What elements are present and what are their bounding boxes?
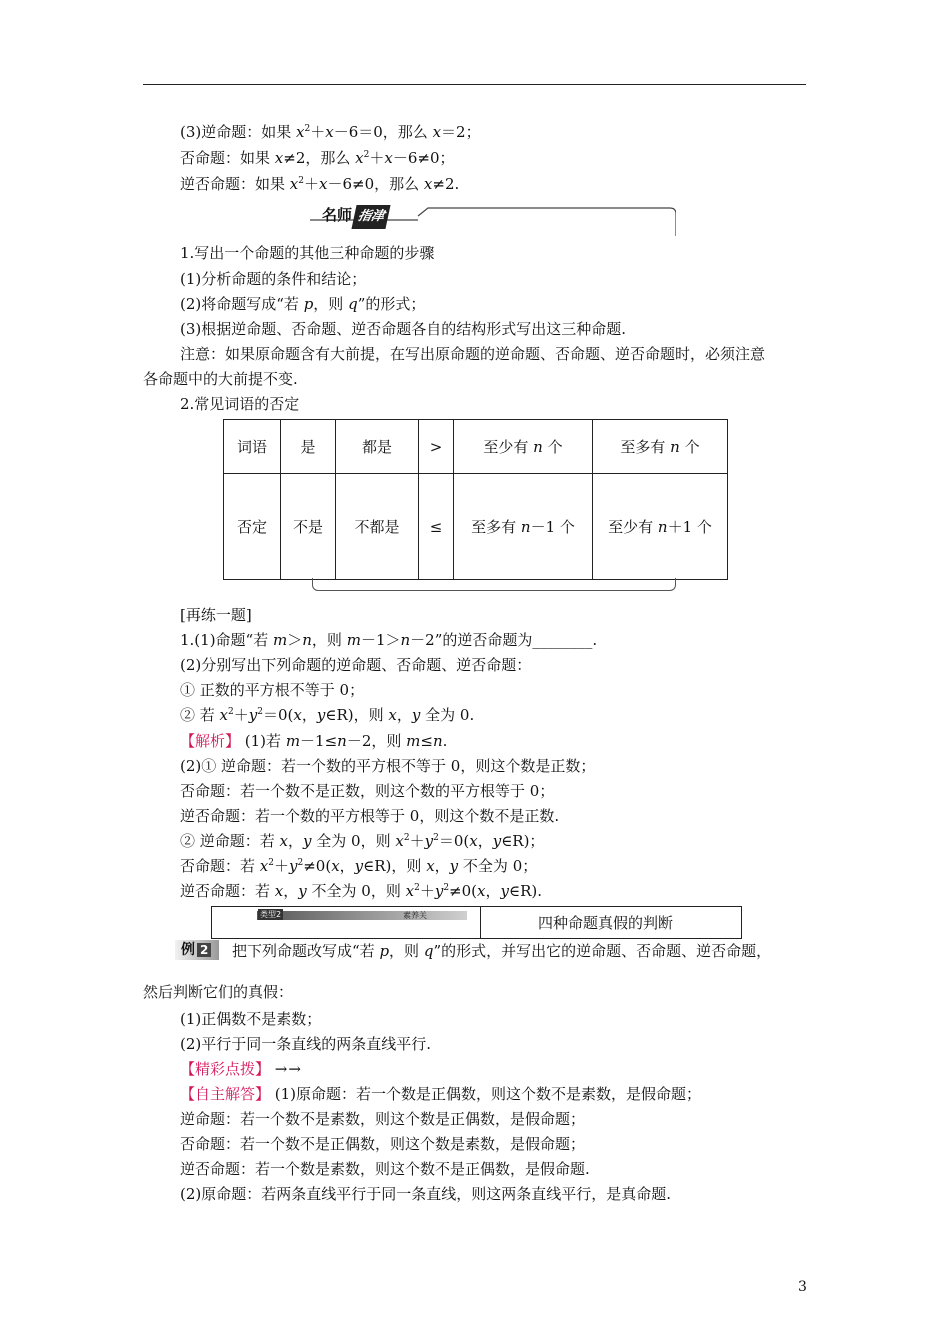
table-cell: 至多有 n－1 个 xyxy=(454,474,593,580)
tip-line: 各命题中的大前提不变. xyxy=(143,370,298,388)
contrapositive-line: 逆否命题：如果 $x^2+x-6\ne 0$，那么 x≠2. xyxy=(180,175,460,193)
type-banner xyxy=(211,906,742,939)
practice-line: (2)① 逆命题：若一个数的平方根不等于 0，则这个数是正数； xyxy=(180,757,596,775)
practice-line: 1.(1)命题“若 m＞n，则 m－1＞n－2”的逆否命题为________. xyxy=(180,631,598,649)
practice-line: 否命题：若 $x^2+y^2\ne 0(x$，y∈R)，则 x，y 不全为 0； xyxy=(180,857,538,875)
section-title: 名师 指津 xyxy=(322,204,388,229)
type-banner-left xyxy=(212,907,481,938)
example-line: (1)正偶数不是素数； xyxy=(180,1010,322,1028)
practice-line: 逆否命题：若 x，y 不全为 0，则 $x^2+y^2\ne 0(x$，y∈R). xyxy=(180,882,543,900)
tip-line: 注意：如果原命题含有大前提，在写出原命题的逆命题、否命题、逆否命题时，必须注意 xyxy=(180,345,766,363)
type-banner-stripe xyxy=(257,911,467,920)
tip-line: (3)根据逆命题、否命题、逆否命题各自的结构形式写出这三种命题. xyxy=(180,320,627,338)
practice-line: ② 逆命题：若 x，y 全为 0，则 $x^2+y^2=0(x$，y∈R)； xyxy=(180,832,545,850)
tip-line: (1)分析命题的条件和结论； xyxy=(180,270,367,288)
table-cell: 否定 xyxy=(224,474,281,580)
table-cell: 是 xyxy=(281,420,336,474)
table-row xyxy=(224,420,728,474)
solution-line: (2)原命题：若两条直线平行于同一条直线，则这两条直线平行，是真命题. xyxy=(180,1185,672,1203)
practice-heading: [再练一题] xyxy=(180,606,252,624)
practice-line: (2)分别写出下列命题的逆命题、否命题、逆否命题： xyxy=(180,656,532,674)
type-tag-secondary: 素养关 xyxy=(403,911,427,920)
practice-line: 【解析】 (1)若 m－1≤n－2，则 m≤n. xyxy=(180,732,448,750)
type-tag: 类型2 xyxy=(260,910,282,919)
table-cell: 至少有 n＋1 个 xyxy=(593,474,728,580)
negation-table xyxy=(223,419,728,580)
hint-arrows: →→ xyxy=(274,1060,302,1078)
table-row xyxy=(224,474,728,580)
section-end-brace xyxy=(312,578,676,591)
table-cell: 至多有 n 个 xyxy=(593,420,728,474)
example-line: 然后判断它们的真假： xyxy=(143,983,294,1001)
solution-line: 逆命题：若一个数不是素数，则这个数是正偶数，是假命题； xyxy=(180,1110,586,1128)
solution-line: 否命题：若一个数不是正偶数，则这个数是素数，是假命题； xyxy=(180,1135,586,1153)
tip-line: (2)将命题写成“若 p，则 q”的形式； xyxy=(180,295,426,313)
tip-line: 2.常见词语的否定 xyxy=(180,395,300,413)
table-cell: 词语 xyxy=(224,420,281,474)
page-number: 3 xyxy=(798,1279,807,1295)
table-cell: 不是 xyxy=(281,474,336,580)
header-rule xyxy=(143,84,806,85)
converse-line: (3)逆命题：如果 $x^2+x-6=0$，那么 x＝2； xyxy=(180,123,481,141)
table-cell: 不都是 xyxy=(336,474,419,580)
example-badge: 例 2 xyxy=(175,940,219,960)
type-title: 四种命题真假的判断 xyxy=(538,914,674,932)
practice-line: ② 若 $x^2+y^2=0(x$，y∈R)，则 x，y 全为 0. xyxy=(180,706,475,724)
inverse-line: 否命题：如果 x≠2，那么 $x^2+x-6\ne 0$； xyxy=(180,149,455,167)
practice-line: 否命题：若一个数不是正数，则这个数的平方根等于 0； xyxy=(180,782,555,800)
solution-line: 逆否命题：若一个数是素数，则这个数不是正偶数，是假命题. xyxy=(180,1160,590,1178)
example-line: 把下列命题改写成“若 p，则 q”的形式，并写出它的逆命题、否命题、逆否命题， xyxy=(232,942,772,960)
tip-line: 1.写出一个命题的其他三种命题的步骤 xyxy=(180,244,435,262)
hint-label: 【精彩点拨】 xyxy=(180,1060,271,1078)
practice-line: 逆否命题：若一个数的平方根等于 0，则这个数不是正数. xyxy=(180,807,560,825)
analysis-label: 【解析】 xyxy=(180,732,241,750)
solution-line: 【自主解答】 (1)原命题：若一个数是正偶数，则这个数不是素数，是假命题； xyxy=(180,1085,702,1103)
practice-line: ① 正数的平方根不等于 0； xyxy=(180,681,365,699)
table-cell: ≤ xyxy=(419,474,454,580)
table-cell: 都是 xyxy=(336,420,419,474)
section-header xyxy=(310,204,676,238)
example-line: (2)平行于同一条直线的两条直线平行. xyxy=(180,1035,432,1053)
table-cell: 至少有 n 个 xyxy=(454,420,593,474)
solution-label: 【自主解答】 xyxy=(180,1085,271,1103)
table-cell: > xyxy=(419,420,454,474)
hint-line xyxy=(180,1059,302,1079)
